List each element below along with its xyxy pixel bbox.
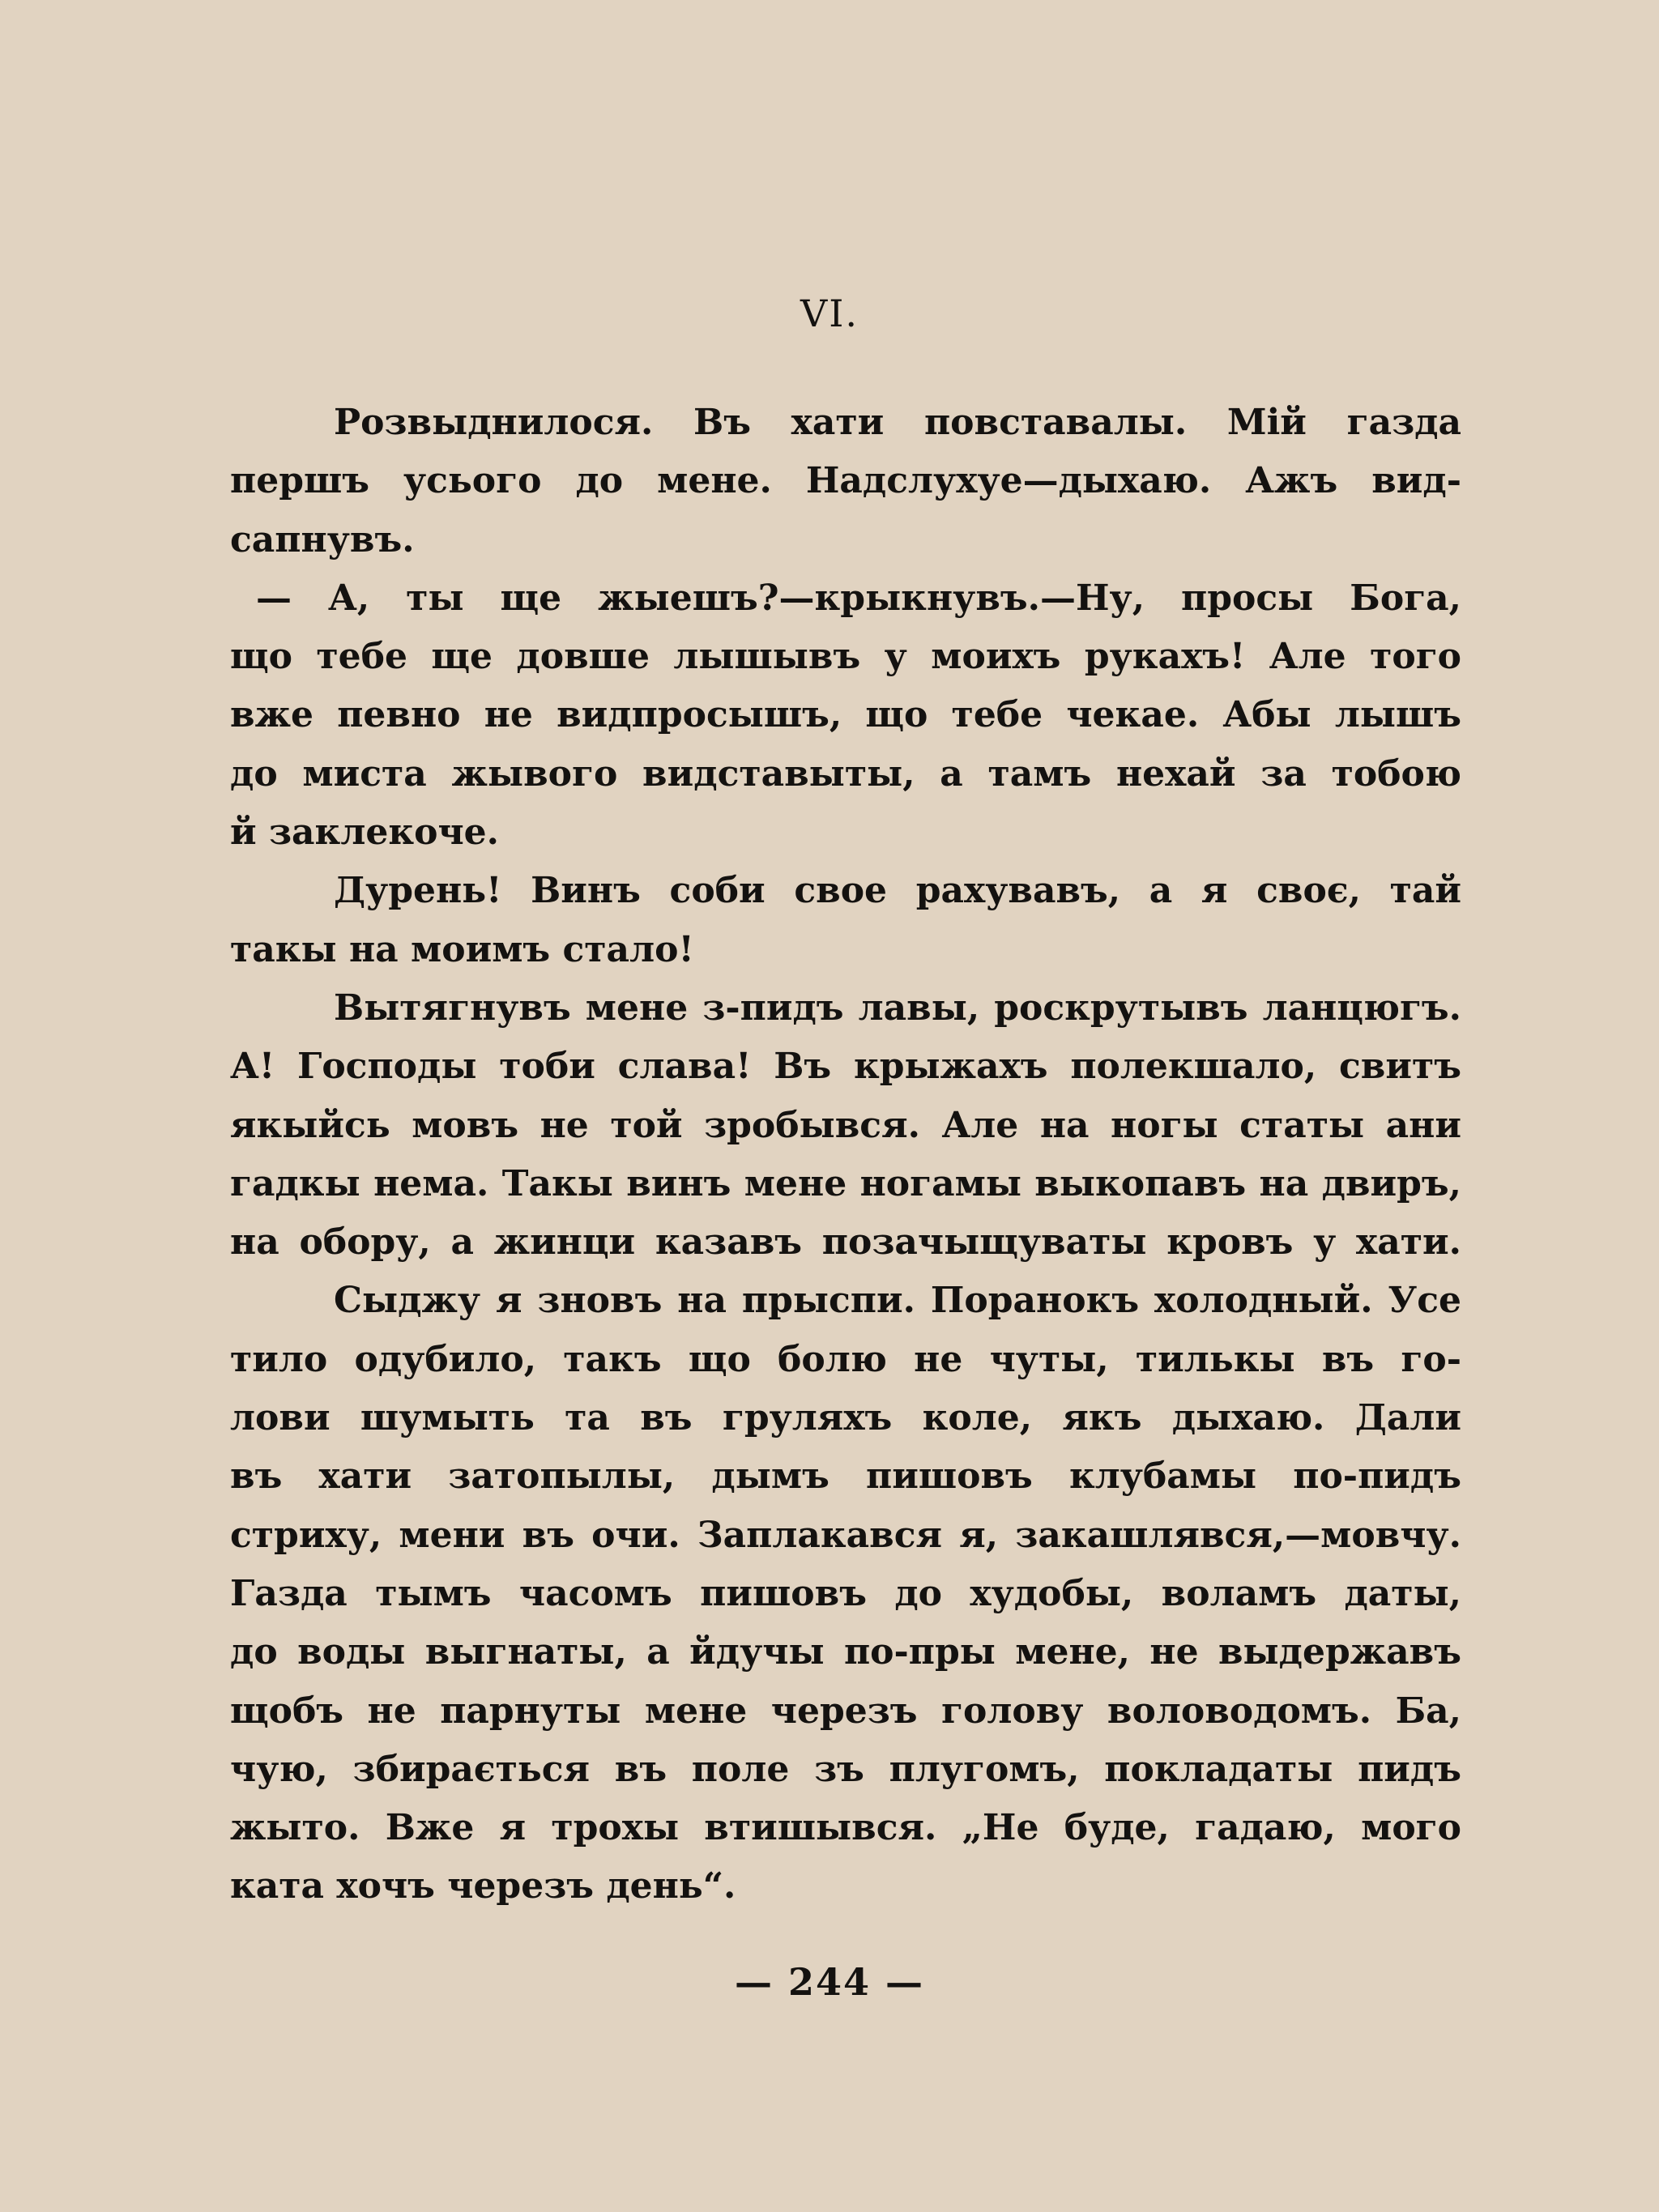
- text-line: такы на моимъ стало!: [230, 928, 694, 970]
- text-line: вже певно не видпросышъ, що тебе чекае. Абы лышъ: [230, 694, 1461, 736]
- text-line: Сыджу я зновъ на прыспи. Поранокъ холодный. Усе: [334, 1280, 1461, 1322]
- text-line: чую, збирається въ поле зъ плугомъ, покладаты пидъ: [230, 1748, 1461, 1790]
- body-text: [230, 394, 1461, 1916]
- text-line: жыто. Вже я трохы втишывся. „Не буде, гадаю, мого: [230, 1807, 1461, 1849]
- text-line: щобъ не парнуты мене черезъ голову воловодомъ. Ба,: [230, 1690, 1461, 1732]
- text-line: й заклекоче.: [230, 812, 499, 854]
- text-line: Розвыднилося. Въ хати повставалы. Мій газда: [334, 402, 1461, 443]
- text-line: ката хочъ черезъ день“.: [230, 1865, 736, 1907]
- text-line: до воды выгнаты, а йдучы по-пры мене, не выдержавъ: [230, 1631, 1461, 1673]
- text-line: въ хати затопылы, дымъ пишовъ клубамы по-пидъ: [230, 1455, 1461, 1498]
- text-line: — А, ты ще жыешъ?—крыкнувъ.—Ну, просы Бога,: [256, 577, 1461, 619]
- text-line: Газда тымъ часомъ пишовъ до худобы, воламъ даты,: [230, 1572, 1461, 1614]
- text-line: стриху, мени въ очи. Заплакався я, закашлявся,—мовчу.: [230, 1514, 1461, 1556]
- text-line: лови шумыть та въ груляхъ коле, якъ дыхаю. Дали: [230, 1397, 1461, 1439]
- text-line: Вытягнувъ мене з-пидъ лавы, роскрутывъ ланцюгъ.: [334, 987, 1461, 1029]
- text-line: тило одубило, такъ що болю не чуты, тилькы въ го-: [230, 1338, 1461, 1380]
- text-line: якыйсь мовъ не той зробывся. Але на ногы статы ани: [230, 1104, 1461, 1146]
- page-number: — 244 —: [734, 1960, 925, 2004]
- text-line: першъ усього до мене. Надслухуе—дыхаю. Ажъ вид-: [230, 460, 1461, 502]
- text-line: А! Господы тоби слава! Въ крыжахъ полекшало, свитъ: [230, 1046, 1461, 1088]
- text-line: до миста жывого видставыты, а тамъ нехай за тобою: [230, 752, 1461, 795]
- text-line: Дурень! Винъ соби свое рахувавъ, а я своє, тай: [334, 870, 1461, 912]
- text-line: на обору, а жинци казавъ позачыщуваты кровъ у хати.: [230, 1221, 1461, 1264]
- text-line: гадкы нема. Такы винъ мене ногамы выкопавъ на двиръ,: [230, 1162, 1461, 1204]
- chapter-heading: VI.: [800, 292, 859, 335]
- text-line: що тебе ще довше лышывъ у моихъ рукахъ! Але того: [230, 636, 1461, 678]
- text-line: сапнувъ.: [230, 518, 415, 560]
